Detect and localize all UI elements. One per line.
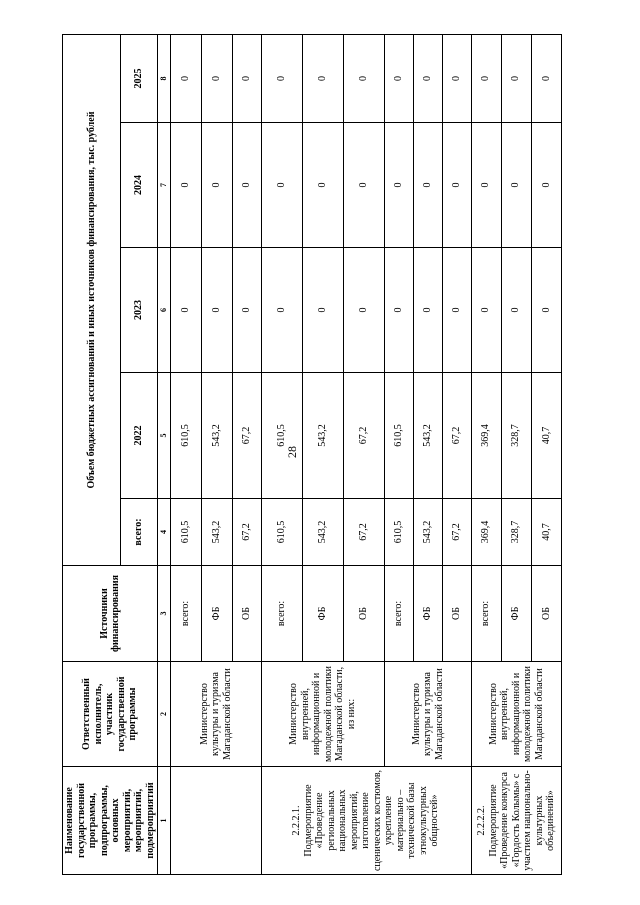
- header-responsible: Ответственный исполнитель, участник государственной программы: [63, 662, 158, 767]
- value-2023: 0: [261, 248, 302, 373]
- value-total: 610,5: [261, 499, 302, 566]
- value-2024: 0: [343, 123, 384, 248]
- value-total: 67,2: [442, 499, 471, 566]
- source-cell: всего:: [385, 566, 414, 662]
- responsible-cell: Министерство внутренней, информационной и молодежной политики Магаданской области: [471, 662, 562, 767]
- header-year-2025: 2025: [121, 34, 158, 122]
- column-index: 6: [158, 248, 171, 373]
- value-2022: 610,5: [261, 373, 302, 499]
- value-2023: 0: [202, 248, 233, 373]
- column-index: 3: [158, 566, 171, 662]
- value-total: 610,5: [171, 499, 202, 566]
- column-index: 2: [158, 662, 171, 767]
- value-2024: 0: [442, 123, 471, 248]
- value-2025: 0: [413, 34, 442, 122]
- column-index: 1: [158, 767, 171, 875]
- value-2024: 0: [233, 123, 262, 248]
- value-2025: 0: [501, 34, 531, 122]
- rotated-table-container: [62, 35, 562, 875]
- value-2022: 610,5: [171, 373, 202, 499]
- source-cell: ФБ: [302, 566, 343, 662]
- value-total: 543,2: [302, 499, 343, 566]
- header-funding-sources: Источники финансирования: [63, 566, 158, 662]
- source-cell: ОБ: [343, 566, 384, 662]
- value-total: 67,2: [233, 499, 262, 566]
- value-2025: 0: [261, 34, 302, 122]
- value-total: 40,7: [531, 499, 561, 566]
- source-cell: ФБ: [202, 566, 233, 662]
- page-number: 28: [285, 446, 299, 458]
- value-2022: 610,5: [385, 373, 414, 499]
- program-name-cell: [171, 767, 262, 875]
- value-2023: 0: [471, 248, 501, 373]
- value-total: 543,2: [413, 499, 442, 566]
- value-2022: 67,2: [442, 373, 471, 499]
- value-2025: 0: [531, 34, 561, 122]
- value-2023: 0: [501, 248, 531, 373]
- value-2023: 0: [302, 248, 343, 373]
- value-total: 67,2: [343, 499, 384, 566]
- value-2025: 0: [233, 34, 262, 122]
- value-2025: 0: [442, 34, 471, 122]
- column-index: 5: [158, 373, 171, 499]
- value-2022: 328,7: [501, 373, 531, 499]
- table-row: [471, 34, 501, 874]
- table-row: [385, 34, 414, 874]
- value-total: 610,5: [385, 499, 414, 566]
- value-2023: 0: [531, 248, 561, 373]
- column-index: 7: [158, 123, 171, 248]
- value-2022: 543,2: [202, 373, 233, 499]
- value-2023: 0: [233, 248, 262, 373]
- value-2023: 0: [442, 248, 471, 373]
- header-year-2022: 2022: [121, 373, 158, 499]
- source-cell: всего:: [261, 566, 302, 662]
- source-cell: всего:: [171, 566, 202, 662]
- table-row: [261, 34, 302, 874]
- value-2024: 0: [302, 123, 343, 248]
- value-total: 328,7: [501, 499, 531, 566]
- value-2025: 0: [302, 34, 343, 122]
- header-program-name: Наименование государственной программы, подпрограммы, основных мероприятий, мероприятий, подмероприятий: [63, 767, 158, 875]
- source-cell: всего:: [471, 566, 501, 662]
- header-year-2024: 2024: [121, 123, 158, 248]
- value-2024: 0: [501, 123, 531, 248]
- value-2024: 0: [385, 123, 414, 248]
- responsible-cell: Министерство внутренней, информационной и молодежной политики Магаданской области, из них:: [261, 662, 384, 767]
- value-2024: 0: [471, 123, 501, 248]
- value-2022: 543,2: [413, 373, 442, 499]
- value-2022: 67,2: [233, 373, 262, 499]
- responsible-cell: Министерство культуры и туризма Магаданской области: [171, 662, 262, 767]
- financing-table: [62, 34, 562, 875]
- column-index: 8: [158, 34, 171, 122]
- value-total: 543,2: [202, 499, 233, 566]
- column-index: 4: [158, 499, 171, 566]
- header-year-2023: 2023: [121, 248, 158, 373]
- value-2025: 0: [471, 34, 501, 122]
- value-2022: 67,2: [343, 373, 384, 499]
- value-2025: 0: [343, 34, 384, 122]
- value-2025: 0: [171, 34, 202, 122]
- program-name-cell: 2.2.2.2. Подмероприятие «Проведение конкурса «Гордость Колымы» с участием национально-культурных объединений»: [471, 767, 562, 875]
- value-2022: 369,4: [471, 373, 501, 499]
- value-2024: 0: [171, 123, 202, 248]
- source-cell: ФБ: [501, 566, 531, 662]
- value-total: 369,4: [471, 499, 501, 566]
- source-cell: ОБ: [233, 566, 262, 662]
- source-cell: ОБ: [531, 566, 561, 662]
- value-2023: 0: [413, 248, 442, 373]
- value-2024: 0: [413, 123, 442, 248]
- value-2025: 0: [202, 34, 233, 122]
- value-2023: 0: [343, 248, 384, 373]
- source-cell: ОБ: [442, 566, 471, 662]
- value-2023: 0: [171, 248, 202, 373]
- value-2024: 0: [531, 123, 561, 248]
- value-2022: 543,2: [302, 373, 343, 499]
- header-funding-volume: Объем бюджетных ассигнований и иных источников финансирования, тыс. рублей: [63, 34, 121, 565]
- header-total: всего:: [121, 499, 158, 566]
- value-2023: 0: [385, 248, 414, 373]
- program-name-cell: 2.2.2.1. Подмероприятие «Проведение региональных национальных мероприятий, изготовление сценических костюмов, укрепление материально – технической базы этнокультурных общностей»: [261, 767, 471, 875]
- table-row: [171, 34, 202, 874]
- value-2022: 40,7: [531, 373, 561, 499]
- value-2024: 0: [261, 123, 302, 248]
- source-cell: ФБ: [413, 566, 442, 662]
- responsible-cell: Министерство культуры и туризма Магаданской области: [385, 662, 471, 767]
- value-2025: 0: [385, 34, 414, 122]
- value-2024: 0: [202, 123, 233, 248]
